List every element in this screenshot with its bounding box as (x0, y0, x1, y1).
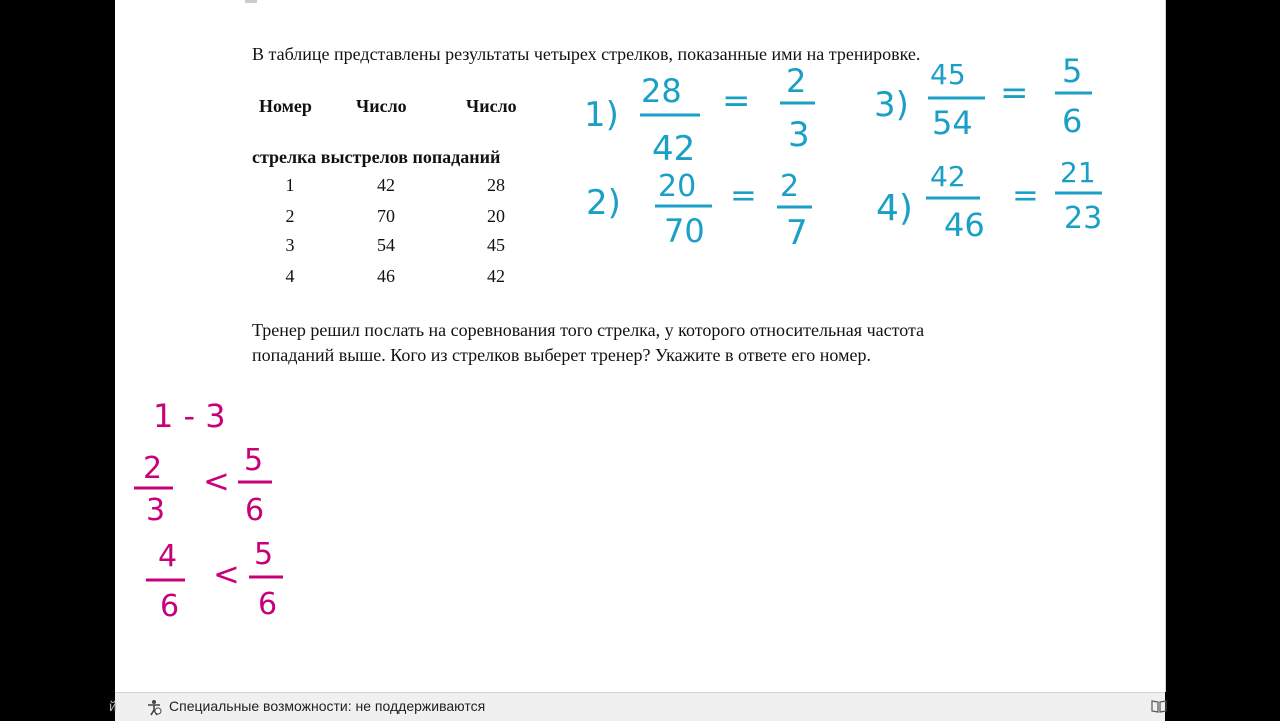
fraction-den: 23 (1064, 201, 1103, 236)
question-line-1: Тренер решил послать на соревнования того стрелка, у которого относительная частота (252, 320, 925, 340)
equals-sign: = (722, 81, 751, 121)
status-left-text: й (109, 698, 117, 714)
fraction-den: 42 (652, 129, 696, 169)
question-line-2: попаданий выше. Кого из стрелков выберет тренер? Укажите в ответе его номер. (252, 345, 871, 365)
fraction-num: 42 (930, 160, 966, 193)
header-line2: стрелка выстрелов попаданий (252, 147, 501, 167)
label-4: 4) (876, 188, 913, 229)
right-margin (1166, 0, 1280, 720)
fraction-den: 6 (160, 589, 180, 624)
fraction-den: 46 (944, 206, 985, 244)
label-2: 2) (586, 183, 621, 223)
page-marker (245, 0, 257, 3)
status-bar (109, 692, 1165, 721)
equals-sign: = (1000, 73, 1029, 113)
read-mode-icon[interactable] (1151, 698, 1167, 714)
fraction-num: 20 (658, 169, 697, 204)
fraction-den: 3 (146, 493, 166, 528)
fraction-num: 4 (158, 539, 178, 574)
table-cell: 42 (377, 175, 395, 195)
fraction-num: 2 (780, 169, 800, 204)
fraction-num: 45 (930, 58, 966, 91)
table-cell: 3 (285, 235, 295, 255)
problem-intro: В таблице представлены результаты четырех стрелков, показанные ими на тренировке. (252, 44, 921, 64)
fraction-den: 6 (245, 493, 265, 528)
table-cell: 20 (487, 206, 505, 226)
comparison-header: 1 - 3 (153, 397, 226, 435)
fraction-num: 21 (1060, 156, 1096, 189)
table-cell: 2 (285, 206, 295, 226)
fraction-den: 6 (258, 587, 278, 622)
table-cell: 45 (487, 235, 505, 255)
equals-sign: = (730, 176, 757, 214)
table-cell: 4 (285, 266, 295, 286)
fraction-num: 5 (244, 443, 264, 478)
fraction-den: 7 (786, 213, 808, 253)
header-number: Номер (259, 96, 312, 116)
fraction-den: 3 (788, 115, 810, 155)
less-than-sign: < (213, 555, 240, 593)
accessibility-icon[interactable] (145, 698, 163, 716)
table-cell: 46 (377, 266, 395, 286)
header-hits: Число (466, 96, 517, 116)
fraction-den: 6 (1062, 102, 1083, 140)
table-cell: 54 (377, 235, 395, 255)
label-3: 3) (874, 85, 909, 125)
header-shots: Число (356, 96, 407, 116)
table-cell: 28 (487, 175, 505, 195)
fraction-num: 28 (641, 72, 682, 110)
equals-sign: = (1012, 176, 1039, 214)
fraction-num: 5 (1062, 52, 1083, 90)
fraction-den: 70 (664, 212, 705, 250)
accessibility-status[interactable]: Специальные возможности: не поддерживаются (169, 698, 486, 714)
fraction-num: 2 (786, 62, 807, 100)
fraction-num: 2 (143, 451, 163, 486)
table-cell: 1 (285, 175, 295, 195)
fraction-num: 5 (254, 537, 274, 572)
table-cell: 42 (487, 266, 505, 286)
table-cell: 70 (377, 206, 395, 226)
less-than-sign: < (203, 462, 230, 500)
label-1: 1) (584, 95, 619, 135)
fraction-den: 54 (932, 104, 973, 142)
